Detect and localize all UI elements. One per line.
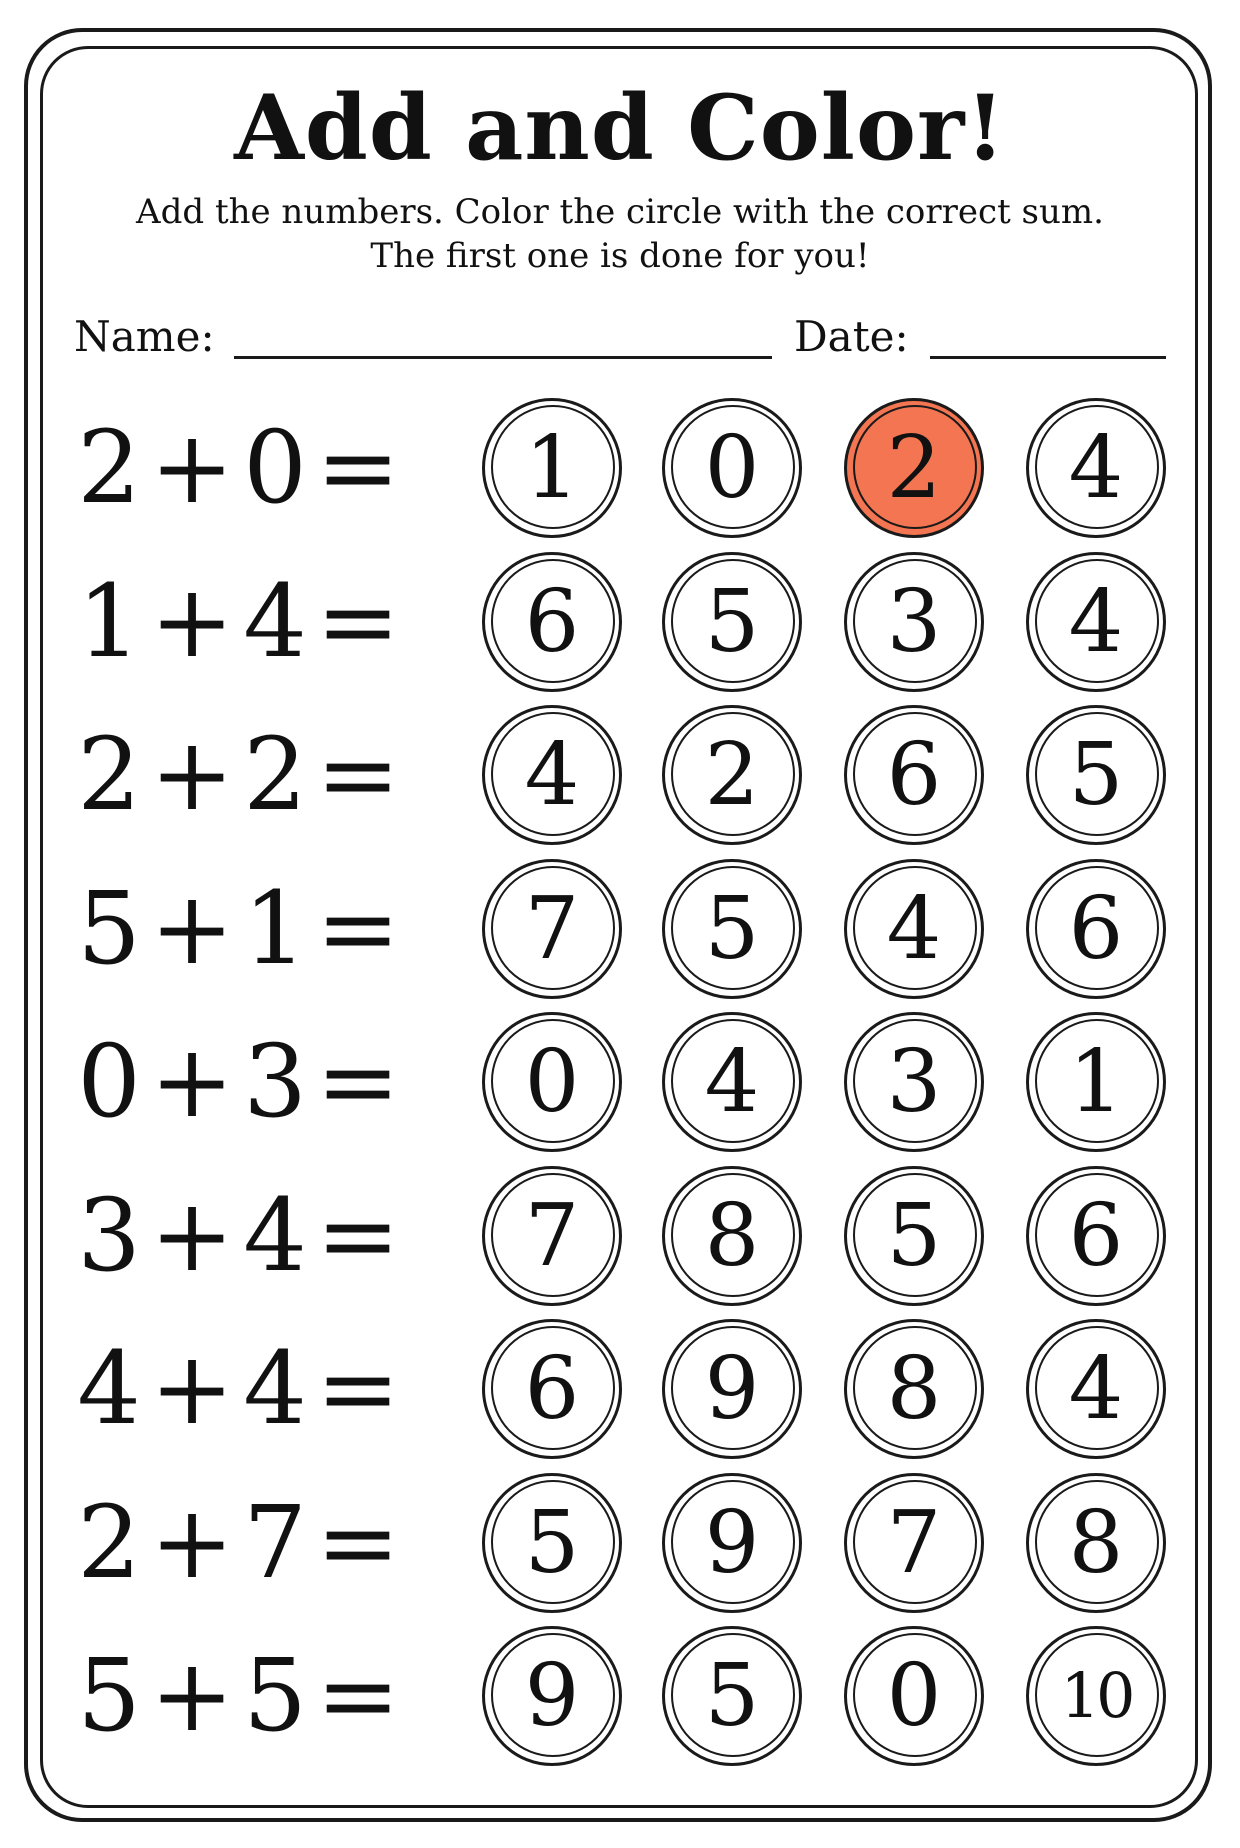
answer-circle[interactable]	[844, 1319, 984, 1459]
answer-circle[interactable]	[482, 705, 622, 845]
answer-number: 5	[704, 878, 760, 979]
addend-a: 1	[77, 562, 141, 680]
answer-number: 9	[524, 1646, 580, 1746]
answer-circle[interactable]	[1026, 1012, 1166, 1152]
equation	[76, 1166, 408, 1306]
answer-circle[interactable]	[844, 1473, 984, 1613]
answer-circle[interactable]	[662, 859, 802, 999]
equals-sign: =	[316, 562, 400, 680]
plus-sign: +	[150, 1023, 234, 1140]
addend-a: 5	[77, 1637, 141, 1754]
equation	[76, 398, 408, 538]
addend-b: 0	[243, 409, 307, 526]
answer-circle[interactable]	[662, 1473, 802, 1613]
name-field-line[interactable]	[234, 356, 772, 359]
answer-number: 1	[1068, 1032, 1124, 1132]
addend-b: 4	[243, 1330, 307, 1447]
equals-sign: =	[316, 1176, 400, 1294]
answer-circle[interactable]	[662, 398, 802, 538]
answer-circle[interactable]	[1026, 398, 1166, 538]
answer-circle[interactable]	[482, 859, 622, 999]
equation	[76, 1012, 408, 1152]
answer-circle[interactable]	[1026, 1626, 1166, 1766]
answer-circle[interactable]	[844, 1012, 984, 1152]
plus-sign: +	[150, 1483, 234, 1601]
answer-circle[interactable]	[1026, 1473, 1166, 1613]
answer-circle[interactable]	[482, 1166, 622, 1306]
answer-number: 8	[704, 1185, 760, 1286]
answer-number: 6	[1068, 878, 1124, 979]
addend-a: 2	[77, 409, 141, 526]
name-label: Name:	[74, 312, 215, 361]
plus-sign: +	[150, 869, 234, 987]
answer-number: 4	[524, 725, 580, 825]
answer-circle[interactable]	[844, 1166, 984, 1306]
equation	[76, 1319, 408, 1459]
answer-number: 1	[524, 418, 580, 518]
answer-number: 5	[704, 1646, 760, 1746]
addend-a: 4	[77, 1330, 141, 1447]
addend-a: 5	[77, 869, 141, 987]
answer-circle[interactable]	[1026, 1319, 1166, 1459]
answer-circle[interactable]	[844, 1626, 984, 1766]
addend-a: 3	[77, 1176, 141, 1294]
worksheet-title: Add and Color!	[234, 75, 1006, 181]
answer-circle[interactable]	[1026, 859, 1166, 999]
answer-number: 0	[886, 1646, 942, 1746]
answer-number: 7	[886, 1492, 942, 1593]
addend-a: 2	[77, 716, 141, 833]
answer-number: 3	[886, 571, 942, 672]
plus-sign: +	[150, 716, 234, 833]
equals-sign: =	[316, 1330, 400, 1447]
answer-circle[interactable]	[1026, 705, 1166, 845]
problem-row	[0, 1319, 1240, 1459]
addend-b: 7	[243, 1483, 307, 1601]
equation	[76, 1473, 408, 1613]
answer-number: 6	[886, 725, 942, 825]
addend-b: 4	[243, 1176, 307, 1294]
answer-number: 4	[886, 878, 942, 979]
answer-number: 3	[886, 1032, 942, 1132]
problem-row	[0, 1473, 1240, 1613]
addend-b: 2	[243, 716, 307, 833]
answer-number: 6	[524, 571, 580, 672]
answer-circle[interactable]	[662, 1319, 802, 1459]
answer-circle[interactable]	[482, 1012, 622, 1152]
answer-circle[interactable]	[662, 1626, 802, 1766]
answer-number: 0	[704, 418, 760, 518]
equals-sign: =	[316, 1483, 400, 1601]
answer-number: 6	[524, 1339, 580, 1439]
answer-circle[interactable]	[844, 398, 984, 538]
answer-circle[interactable]	[844, 859, 984, 999]
equals-sign: =	[316, 1023, 400, 1140]
answer-number: 8	[1068, 1492, 1124, 1593]
equation	[76, 552, 408, 692]
addend-b: 3	[243, 1023, 307, 1140]
instructions-line-1: Add the numbers. Color the circle with the correct sum.	[136, 192, 1104, 232]
plus-sign: +	[150, 1330, 234, 1447]
plus-sign: +	[150, 1637, 234, 1754]
answer-number: 6	[1068, 1185, 1124, 1286]
answer-number: 9	[704, 1339, 760, 1439]
answer-number: 5	[1068, 725, 1124, 825]
equals-sign: =	[316, 1637, 400, 1754]
problem-row	[0, 552, 1240, 692]
problem-row	[0, 859, 1240, 999]
answer-number: 9	[704, 1492, 760, 1593]
answer-number: 5	[886, 1185, 942, 1286]
answer-number: 7	[524, 1185, 580, 1286]
plus-sign: +	[150, 1176, 234, 1294]
answer-circle[interactable]	[662, 705, 802, 845]
answer-circle[interactable]	[844, 705, 984, 845]
answer-circle[interactable]	[1026, 1166, 1166, 1306]
equals-sign: =	[316, 409, 400, 526]
answer-number: 0	[524, 1032, 580, 1132]
equals-sign: =	[316, 716, 400, 833]
answer-number: 4	[704, 1032, 760, 1132]
problem-row	[0, 398, 1240, 538]
equation	[76, 705, 408, 845]
date-label: Date:	[794, 312, 909, 361]
answer-number: 2	[886, 418, 942, 518]
addend-b: 4	[243, 562, 307, 680]
answer-number: 2	[704, 725, 760, 825]
answer-number: 5	[704, 571, 760, 672]
plus-sign: +	[150, 409, 234, 526]
answer-number: 8	[886, 1339, 942, 1439]
instructions-line-2: The first one is done for you!	[370, 236, 870, 276]
answer-circle[interactable]	[482, 1626, 622, 1766]
answer-circle[interactable]	[482, 398, 622, 538]
answer-number: 4	[1068, 1339, 1124, 1439]
answer-number: 7	[524, 878, 580, 979]
problem-row	[0, 1012, 1240, 1152]
answer-circle[interactable]	[482, 1473, 622, 1613]
addend-a: 0	[77, 1023, 141, 1140]
plus-sign: +	[150, 562, 234, 680]
answer-circle[interactable]	[662, 552, 802, 692]
answer-number: 4	[1068, 571, 1124, 672]
answer-circle[interactable]	[482, 552, 622, 692]
problem-row	[0, 705, 1240, 845]
addend-b: 1	[243, 869, 307, 987]
answer-circle[interactable]	[1026, 552, 1166, 692]
answer-circle[interactable]	[662, 1012, 802, 1152]
instructions	[0, 190, 1240, 278]
date-field-line[interactable]	[930, 356, 1166, 359]
equation	[76, 1626, 408, 1766]
answer-number: 4	[1068, 418, 1124, 518]
answer-number: 10	[1060, 1659, 1132, 1732]
answer-number: 5	[524, 1492, 580, 1593]
equals-sign: =	[316, 869, 400, 987]
addend-b: 5	[243, 1637, 307, 1754]
answer-circle[interactable]	[662, 1166, 802, 1306]
answer-circle[interactable]	[482, 1319, 622, 1459]
answer-circle[interactable]	[844, 552, 984, 692]
addend-a: 2	[77, 1483, 141, 1601]
problem-row	[0, 1626, 1240, 1766]
equation	[76, 859, 408, 999]
problem-row	[0, 1166, 1240, 1306]
